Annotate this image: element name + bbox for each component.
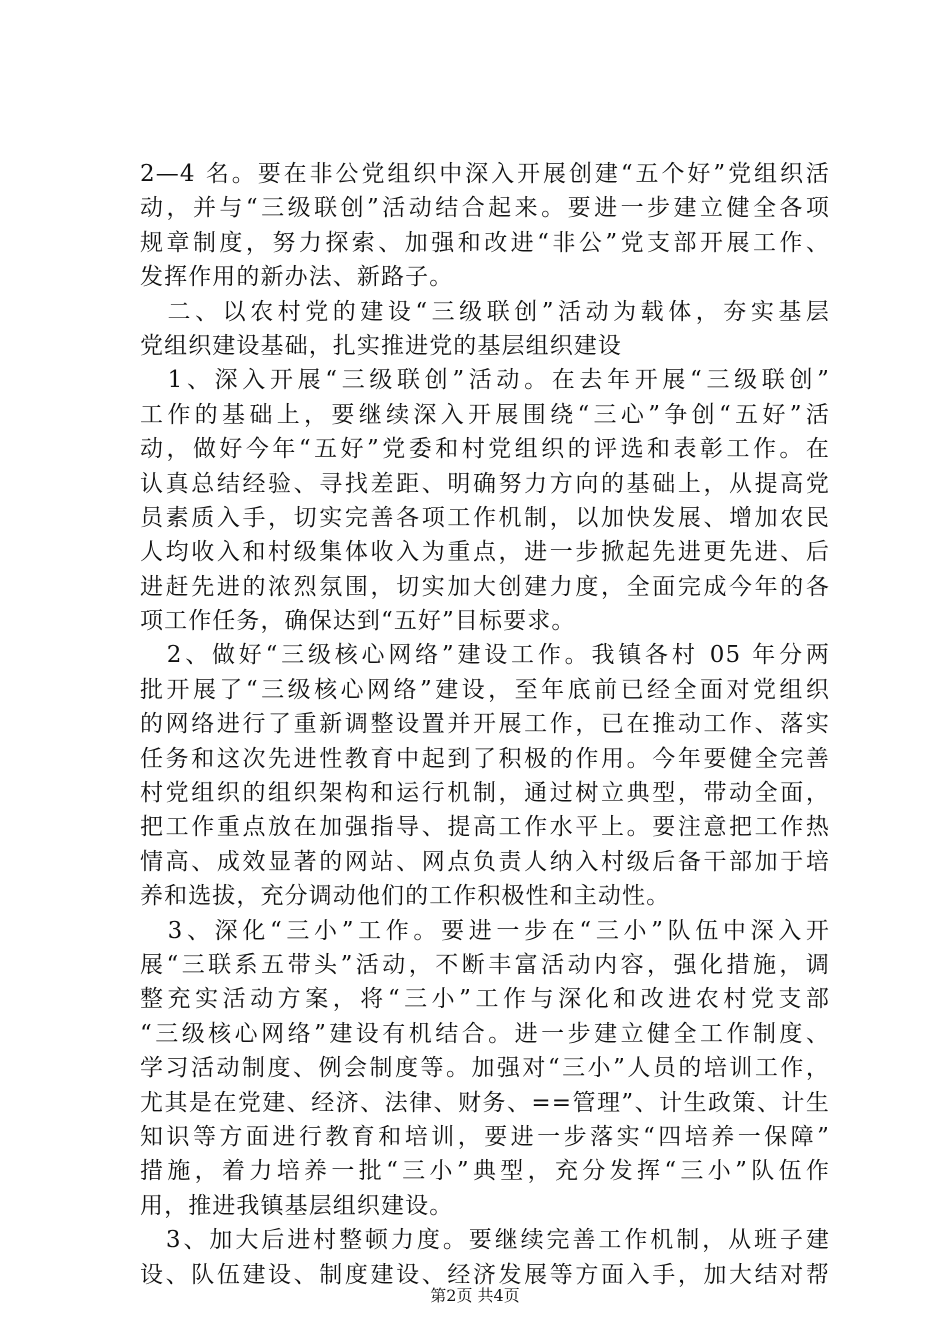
text-line: 养和选拔，充分调动他们的工作积极性和主动性。 xyxy=(140,883,671,910)
document-body xyxy=(140,157,830,1292)
text-line: 发挥作用的新办法、新路子。 xyxy=(140,264,454,291)
text-line: 情高、成效显著的网站、网点负责人纳入村级后备干部加于培 xyxy=(140,848,830,875)
text-line: 的网络进行了重新调整设置并开展工作，已在推动工作、落实 xyxy=(140,711,830,738)
text-line: 规章制度，努力探索、加强和改进“非公”党支部开展工作、 xyxy=(140,229,830,256)
text-line: 3、深化“三小”工作。要进一步在“三小”队伍中深入开 xyxy=(140,917,830,944)
text-line: 措施，着力培养一批“三小”典型，充分发挥“三小”队伍作 xyxy=(140,1158,830,1185)
page-footer: 第2页 共4页 xyxy=(430,1286,520,1305)
text-line: 学习活动制度、例会制度等。加强对“三小”人员的培训工作， xyxy=(140,1055,830,1082)
text-line: 设、队伍建设、制度建设、经济发展等方面入手，加大结对帮 xyxy=(140,1261,830,1288)
text-line: 尤其是在党建、经济、法律、财务、==管理”、计生政策、计生 xyxy=(140,1089,830,1116)
text-line: 任务和这次先进性教育中起到了积极的作用。今年要健全完善 xyxy=(140,745,830,772)
text-line: “三级核心网络”建设有机结合。进一步建立健全工作制度、 xyxy=(140,1020,830,1047)
text-line: 工作的基础上，要继续深入开展围绕“三心”争创“五好”活 xyxy=(140,401,830,428)
text-line: 把工作重点放在加强指导、提高工作水平上。要注意把工作热 xyxy=(140,814,830,841)
text-line: 用，推进我镇基层组织建设。 xyxy=(140,1192,454,1219)
text-line: 村党组织的组织架构和运行机制，通过树立典型，带动全面， xyxy=(140,780,830,807)
text-line: 2—4 名。要在非公党组织中深入开展创建“五个好”党组织活 xyxy=(140,161,830,187)
text-line: 认真总结经验、寻找差距、明确努力方向的基础上，从提高党 xyxy=(140,470,830,497)
text-line: 人均收入和村级集体收入为重点，进一步掀起先进更先进、后 xyxy=(140,539,830,566)
text-line: 动，并与“三级联创”活动结合起来。要进一步建立健全各项 xyxy=(140,195,830,222)
text-line: 批开展了“三级核心网络”建设，至年底前已经全面对党组织 xyxy=(140,676,830,703)
text-line: 2、做好“三级核心网络”建设工作。我镇各村 05 年分两 xyxy=(140,642,830,669)
text-line: 知识等方面进行教育和培训，要进一步落实“四培养一保障” xyxy=(140,1123,830,1150)
text-line: 员素质入手，切实完善各项工作机制，以加快发展、增加农民 xyxy=(140,504,830,531)
text-line: 3、加大后进村整顿力度。要继续完善工作机制，从班子建 xyxy=(140,1227,830,1254)
text-line: 二、以农村党的建设“三级联创”活动为载体，夯实基层 xyxy=(140,298,830,325)
text-line: 项工作任务，确保达到“五好”目标要求。 xyxy=(140,608,576,635)
text-line: 进赶先进的浓烈氛围，切实加大创建力度，全面完成今年的各 xyxy=(140,573,830,600)
text-line: 整充实活动方案，将“三小”工作与深化和改进农村党支部 xyxy=(140,986,830,1013)
text-line: 展“三联系五带头”活动，不断丰富活动内容，强化措施，调 xyxy=(140,951,830,978)
text-line: 动，做好今年“五好”党委和村党组织的评选和表彰工作。在 xyxy=(140,436,830,463)
text-line: 1、深入开展“三级联创”活动。在去年开展“三级联创” xyxy=(140,367,830,394)
text-line: 党组织建设基础，扎实推进党的基层组织建设 xyxy=(140,332,622,359)
